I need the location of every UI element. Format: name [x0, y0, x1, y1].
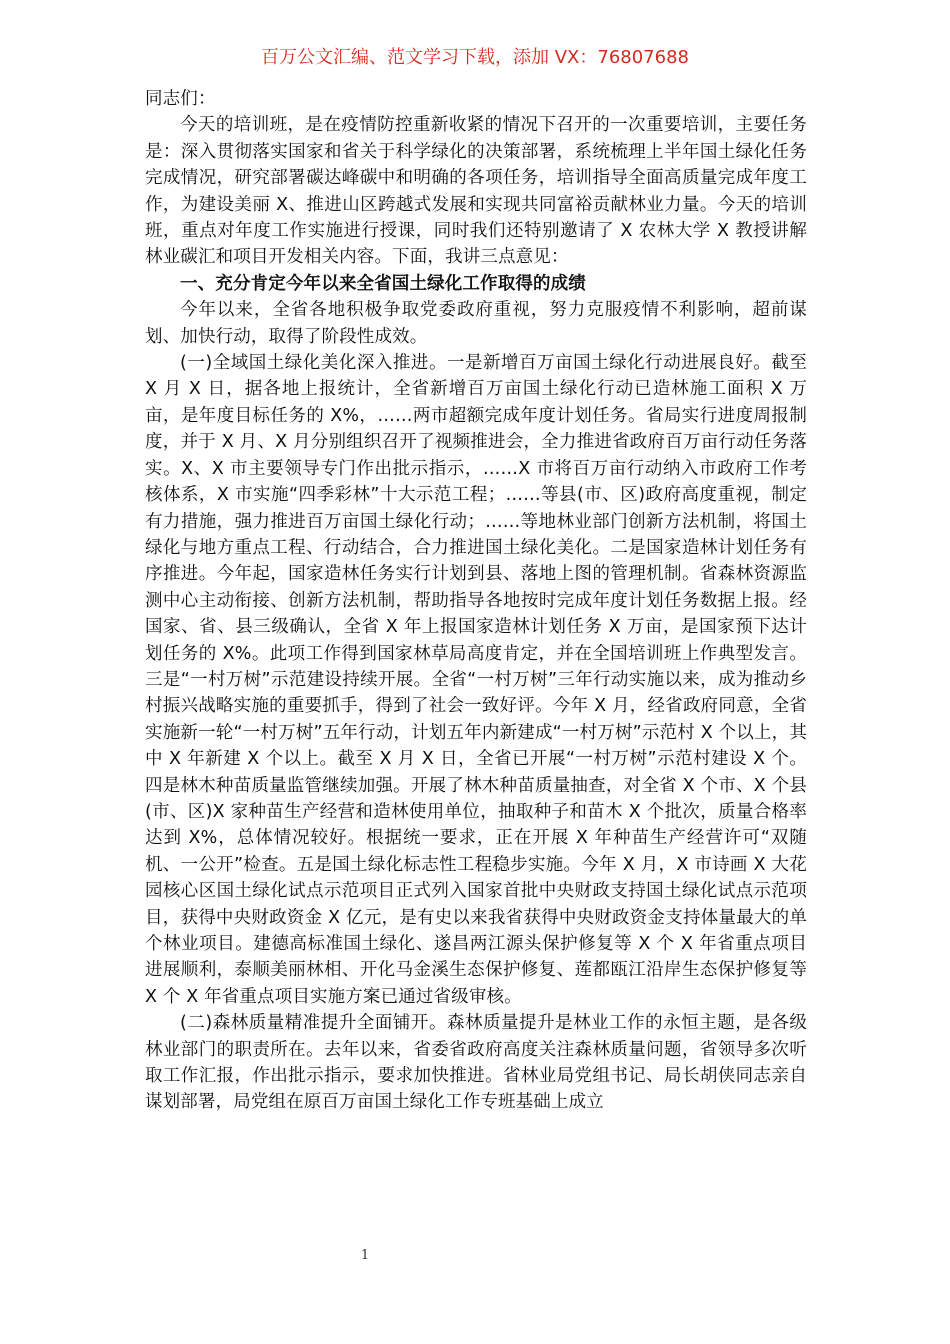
header-banner: 百万公文汇编、范文学习下载，添加 VX：76807688 — [261, 47, 689, 68]
paragraph-intro: 今天的培训班，是在疫情防控重新收紧的情况下召开的一次重要培训，主要任务是：深入贯彻落实国家和省关于科学绿化的决策部署，系统梳理上半年国土绿化任务完成情况，研究部署碳达峰碳中和明确的各项任务，培训指导全面高质量完成年度工作，为建设美丽 X、推进山区跨越式发展和实现共同富裕贡献林业力量。今天的培训班，重点对年度工作实施进行授课，同时我们还特别邀请了 X 农林大学 X 教授讲解林业碳汇和项目开发相关内容。下面，我讲三点意见： — [145, 115, 807, 268]
document-body — [145, 86, 807, 1116]
paragraph-item-2: (二)森林质量精准提升全面铺开。森林质量提升是林业工作的永恒主题，是各级林业部门的职责所在。去年以来，省委省政府高度关注森林质量问题，省领导多次听取工作汇报，作出批示指示，要求加快推进。省林业局党组书记、局长胡侠同志亲自谋划部署，局党组在原百万亩国土绿化工作专班基础上成立 — [145, 1013, 807, 1113]
page-number: 1 — [360, 1248, 370, 1263]
paragraph-overview: 今年以来，全省各地积极争取党委政府重视，努力克服疫情不利影响，超前谋划、加快行动，取得了阶段性成效。 — [145, 300, 807, 347]
section-heading-1: 一、充分肯定今年以来全省国土绿化工作取得的成绩 — [180, 273, 586, 294]
salutation: 同志们： — [145, 89, 216, 109]
paragraph-item-1: (一)全域国土绿化美化深入推进。一是新增百万亩国土绿化行动进展良好。截至 X 月 X 日，据各地上报统计，全省新增百万亩国土绿化行动已造林施工面积 X 万亩，是年度目标任务的 X%，……两市超额完成年度计划任务。省局实行进度周报制度，并于 X 月、X 月分别组织召开了视频推进会，全力推进省政府百万亩行动任务落实。X、X 市主要领导专门作出批示指示，……X 市将百万亩行动纳入市政府工作考核体系，X 市实施“四季彩林”十大示范工程；……等县(市、区)政府高度重视，制定有力措施，强力推进百万亩国土绿化行动；……等地林业部门创新方法机制，将国土绿化与地方重点工程、行动结合，合力推进国土绿化美化。二是国家造林计划任务有序推进。今年起，国家造林任务实行计划到县、落地上图的管理机制。省森林资源监测中心主动衔接、创新方法机制，帮助指导各地按时完成年度计划任务数据上报。经国家、省、县三级确认，全省 X 年上报国家造林计划任务 X 万亩，是国家预下达计划任务的 X%。此项工作得到国家林草局高度肯定，并在全国培训班上作典型发言。三是“一村万树”示范建设持续开展。全省“一村万树”三年行动实施以来，成为推动乡村振兴战略实施的重要抓手，得到了社会一致好评。今年 X 月，经省政府同意，全省实施新一轮“一村万树”五年行动，计划五年内新建成“一村万树”示范村 X 个以上，其中 X 年新建 X 个以上。截至 X 月 X 日，全省已开展“一村万树”示范村建设 X 个。四是林木种苗质量监管继续加强。开展了林木种苗质量抽查，对全省 X 个市、X 个县(市、区)X 家种苗生产经营和造林使用单位，抽取种子和苗木 X 个批次，质量合格率达到 X%，总体情况较好。根据统一要求，正在开展 X 年种苗生产经营许可“双随机、一公开”检查。五是国土绿化标志性工程稳步实施。今年 X 月，X 市诗画 X 大花园核心区国土绿化试点示范项目正式列入国家首批中央财政支持国土绿化试点示范项目，获得中央财政资金 X 亿元，是有史以来我省获得中央财政资金支持体量最大的单个林业项目。建德高标准国土绿化、遂昌两江源头保护修复等 X 个 X 年省重点项目进展顺利，泰顺美丽林相、开化马金溪生态保护修复、莲都瓯江沿岸生态保护修复等 X 个 X 年省重点项目实施方案已通过省级审核。 — [145, 353, 807, 1007]
